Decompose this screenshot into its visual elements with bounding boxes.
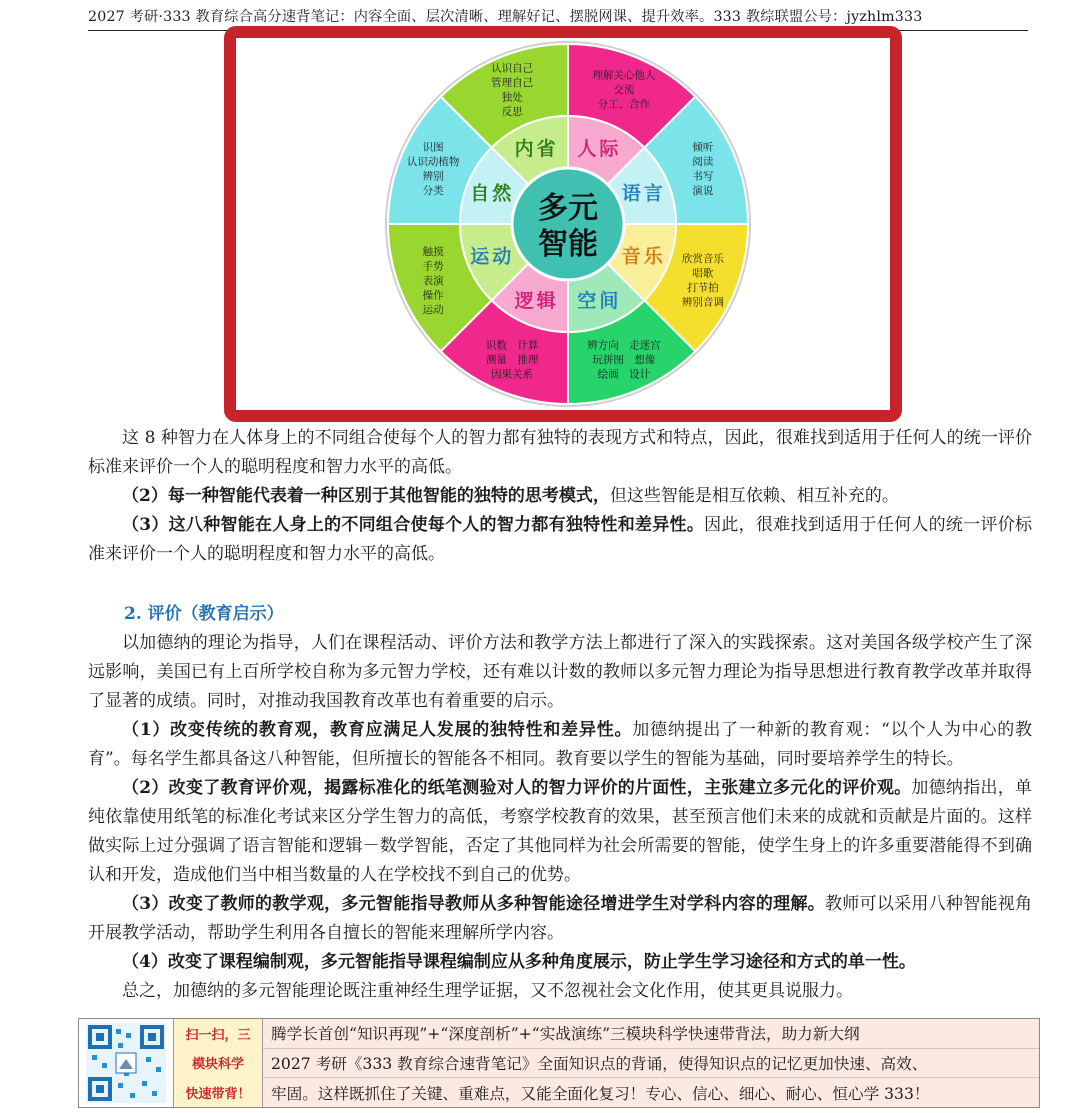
implication-2-text: 加德纳指出，单纯依靠使用纸笔的标准化考试来区分学生智力的高低，考察学校教育的效果，甚至预言他们未来的成就和贡献是片面的。这样做实际上过分强调了语言智能和逻辑－数学智能，否定了其他同样为社会所需要的智能，使学生身上的许多重要潜能得不到确认和开发，造成他们当中相当数量的人在学校找不到自己的优势。 — [88, 778, 1033, 885]
paragraph-point-3 — [88, 511, 1032, 569]
implication-3-bold: （3）改变了教师的教学观，多元智能指导教师从多种智能途径增进学生对学科内容的理解。 — [122, 894, 826, 914]
sector-item: 辨别音调 — [681, 296, 724, 309]
promo-line: 牢固。这样既抓住了关键、重难点，又能全面化复习！专心、信心、细心、耐心、恒心学 333！ — [263, 1078, 1039, 1107]
slogan-line: 快速带背！ — [185, 1086, 251, 1102]
header-text: 2027 考研·333 教育综合高分速背笔记：内容全面、层次清晰、理解好记、摆脱网课、提升效率。333 教综联盟公号：jyzhlm333 — [88, 9, 923, 25]
sector-label: 空间 — [577, 289, 622, 312]
sector-label: 运动 — [470, 245, 515, 268]
sector-item: 演说 — [692, 184, 714, 197]
intelligence-wheel — [236, 38, 890, 410]
paragraph-implication-2 — [88, 774, 1032, 890]
sector-label: 逻辑 — [514, 289, 559, 312]
paragraph-implication-1 — [88, 716, 1032, 774]
sector-item: 绘画 设计 — [597, 368, 651, 381]
sector-item: 管理自己 — [491, 76, 534, 89]
sector-item: 辨方向 走迷宫 — [587, 339, 661, 352]
paragraph-implication-4 — [88, 948, 1032, 977]
promo-footer — [78, 1018, 1040, 1108]
point-3-bold: （3）这八种智能在人身上的不同组合使每个人的智力都有独特性和差异性。 — [122, 515, 705, 535]
sector-label: 内省 — [514, 138, 559, 161]
implication-3-text: 教师可以采用八种智能视角开展教学活动，帮助学生利用各自擅长的智能来理解所学内容。 — [88, 894, 1033, 943]
paragraph-evaluation: 以加德纳的理论为指导，人们在课程活动、评价方法和教学方法上都进行了深入的实践探索。这对美国各级学校产生了深远影响，美国已有上百所学校自称为多元智力学校，还有难以计数的教师以多元智力理论为指导思想进行教育教学改革并取得了显著的成绩。同时，对推动我国教育改革也有着重要的启示。 — [88, 633, 1032, 711]
slogan-line: 模块科学 — [191, 1057, 244, 1073]
sector-item: 认识动植物 — [406, 155, 460, 168]
sector-item: 书写 — [692, 170, 714, 183]
sector-item: 测量 推理 — [485, 353, 539, 366]
point-3-text: 因此，很难找到适用于任何人的统一评价标准来评价一个人的聪明程度和智力水平的高低。 — [88, 515, 1032, 564]
point-2-bold: （2）每一种智能代表着一种区别于其他智能的独特的思考模式， — [122, 486, 610, 506]
implication-1-text: 加德纳提出了一种新的教育观：“以个人为中心的教育”。每名学生都具备这八种智能，但所擅长的智能各不相同。教育要以学生的智能为基础，同时要培养学生的特长。 — [88, 720, 1032, 769]
sector-item: 交流 — [613, 84, 635, 97]
sector-label: 自然 — [470, 182, 515, 205]
sector-item: 识数 计算 — [485, 339, 539, 352]
sector-item: 打节拍 — [687, 282, 719, 295]
sector-label: 语言 — [621, 182, 666, 205]
paragraph-intro: 这 8 种智力在人体身上的不同组合使每个人的智力都有独特的表现方式和特点，因此，很难找到适用于任何人的统一评价标准来评价一个人的聪明程度和智力水平的高低。 — [88, 428, 1032, 477]
sector-item: 欣赏音乐 — [681, 253, 724, 266]
sector-item: 分工、合作 — [597, 98, 651, 111]
slogan-line: 扫一扫，三 — [185, 1028, 251, 1044]
sector-item: 辨别 — [422, 170, 444, 183]
sector-item: 运动 — [422, 303, 444, 316]
sector-item: 阅读 — [692, 155, 714, 168]
article-body — [88, 424, 1032, 1006]
sector-item: 玩拼图 想像 — [592, 353, 656, 366]
sector-item: 理解关心他人 — [592, 69, 656, 82]
sector-item: 触摸 — [422, 245, 444, 258]
intelligence-wheel-frame — [224, 26, 902, 422]
sector-item: 识图 — [422, 141, 444, 154]
scan-slogan — [173, 1019, 263, 1107]
wheel-center-title: 多元 — [538, 191, 598, 226]
sector-item: 操作 — [422, 289, 444, 302]
wheel-center-title: 智能 — [538, 227, 598, 262]
promo-text — [263, 1019, 1039, 1107]
qr-code-icon — [86, 1023, 166, 1103]
paragraph-point-2 — [88, 482, 1032, 511]
sector-item: 反思 — [501, 105, 523, 118]
implication-2-bold: （2）改变了教育评价观，揭露标准化的纸笔测验对人的智力评价的片面性，主张建立多元化的评价观。 — [122, 778, 912, 798]
sector-item: 分类 — [422, 184, 444, 197]
sector-label: 人际 — [577, 138, 622, 161]
implication-1-bold: （1）改变传统的教育观，教育应满足人发展的独特性和差异性。 — [122, 720, 633, 740]
paragraph-conclusion: 总之，加德纳的多元智能理论既注重神经生理学证据，又不忽视社会文化作用，使其更具说服力。 — [122, 981, 853, 1001]
sector-label: 音乐 — [621, 245, 666, 268]
section-heading: 2. 评价（教育启示） — [124, 604, 284, 624]
promo-line: 腾学长首创“知识再现”+“深度剖析”+“实战演练”三模块科学快速带背法，助力新大纲 — [263, 1019, 1039, 1049]
sector-item: 倾听 — [692, 141, 714, 154]
sector-item: 表演 — [422, 274, 444, 287]
qr-code[interactable] — [79, 1019, 173, 1107]
sector-item: 认识自己 — [491, 62, 534, 75]
implication-4-bold: （4）改变了课程编制观，多元智能指导课程编制应从多种角度展示，防止学生学习途径和方式的单一性。 — [122, 952, 916, 972]
sector-item: 唱歌 — [692, 267, 714, 280]
paragraph-implication-3 — [88, 890, 1032, 948]
point-2-text: 但这些智能是相互依赖、相互补充的。 — [609, 486, 899, 506]
sector-item: 手势 — [422, 260, 444, 273]
promo-line: 2027 考研《333 教育综合速背笔记》全面知识点的背诵，使得知识点的记忆更加快速、高效、 — [263, 1049, 1039, 1079]
sector-item: 独处 — [501, 91, 523, 104]
sector-item: 因果关系 — [491, 368, 534, 381]
